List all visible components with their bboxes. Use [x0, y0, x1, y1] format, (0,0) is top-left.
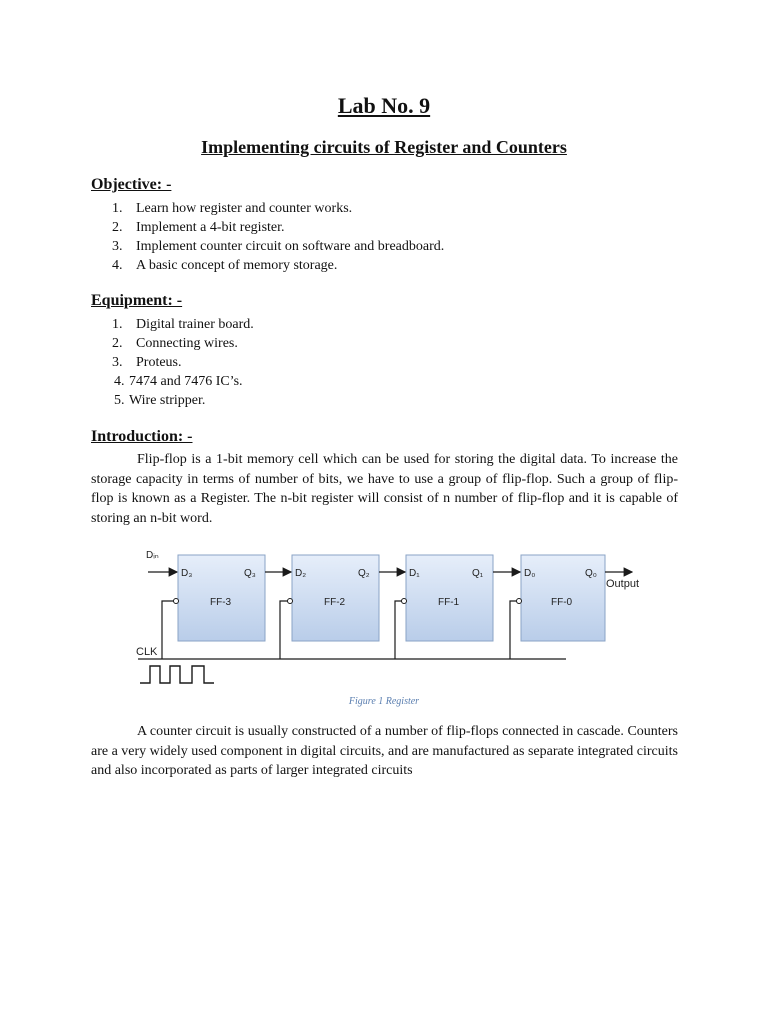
ff3-name: FF-3	[210, 597, 232, 608]
item-number: 4.	[112, 258, 123, 273]
item-number: 3.	[112, 239, 123, 254]
item-text: Implement counter circuit on software and breadboard.	[136, 239, 445, 254]
ff1-q-label: Q₁	[472, 568, 484, 579]
equipment-heading: Equipment: -	[91, 292, 183, 309]
item-number: 2.	[112, 220, 123, 235]
ff0-name: FF-0	[551, 597, 573, 608]
item-number: 1.	[112, 317, 123, 332]
clock-label: CLK	[136, 646, 158, 658]
document-title: Implementing circuits of Register and Counters	[201, 137, 567, 157]
objective-heading: Objective: -	[91, 176, 172, 193]
item-number: 3.	[112, 355, 123, 370]
introduction-paragraph	[91, 450, 678, 528]
flip-flop-ff0	[521, 555, 605, 641]
flip-flop-ff3	[178, 555, 265, 641]
paragraph-text: Flip-flop is a 1-bit memory cell which can be used for storing the digital data. To increase the storage capacity in terms of number of bits, we have to use a group of flip-flop. Such a group of flip-flop is known as a Register. The n-bit register will consist of n number of flip-flop and it is capable of storing an n-bit word.	[91, 452, 678, 526]
item-text: Digital trainer board.	[136, 317, 254, 332]
introduction-heading: Introduction: -	[91, 428, 193, 445]
ff2-d-label: D₂	[295, 568, 307, 579]
item-text: 7474 and 7476 IC’s.	[129, 374, 243, 389]
register-diagram	[130, 543, 650, 718]
item-text: Wire stripper.	[129, 393, 206, 408]
figure-caption: Figure 1 Register	[348, 696, 420, 707]
ff0-q-label: Q₀	[585, 568, 597, 579]
item-text: A basic concept of memory storage.	[136, 258, 338, 273]
ff2-name: FF-2	[324, 597, 346, 608]
ff1-name: FF-1	[438, 597, 460, 608]
lab-title: Lab No. 9	[337, 93, 431, 118]
clock-waveform	[140, 666, 214, 683]
output-label: Output	[606, 578, 640, 590]
item-number: 2.	[112, 336, 123, 351]
item-text: Proteus.	[136, 355, 182, 370]
item-text: Learn how register and counter works.	[136, 201, 353, 216]
item-text: Implement a 4-bit register.	[136, 220, 285, 235]
counter-paragraph	[91, 722, 678, 781]
item-number: 1.	[112, 201, 123, 216]
paragraph-text: A counter circuit is usually constructed of a number of flip-flops connected in cascade. Counters are a very widely used component in digital circuits, and are manufactured as separate integrated circuits and also incorporated as parts of larger integrated circuits	[91, 724, 678, 778]
ff1-d-label: D₁	[409, 568, 420, 579]
ff3-d-label: D₃	[181, 568, 193, 579]
register-diagram-svg	[130, 543, 650, 693]
ff0-d-label: D₀	[524, 568, 536, 579]
flip-flop-ff2	[292, 555, 379, 641]
flip-flop-ff1	[406, 555, 493, 641]
data-input-label: Dᵢₙ	[146, 550, 159, 561]
item-number: 5.	[114, 393, 125, 408]
item-text: Connecting wires.	[136, 336, 238, 351]
ff2-q-label: Q₂	[358, 568, 370, 579]
ff3-q-label: Q₃	[244, 568, 256, 579]
item-number: 4.	[114, 374, 125, 389]
